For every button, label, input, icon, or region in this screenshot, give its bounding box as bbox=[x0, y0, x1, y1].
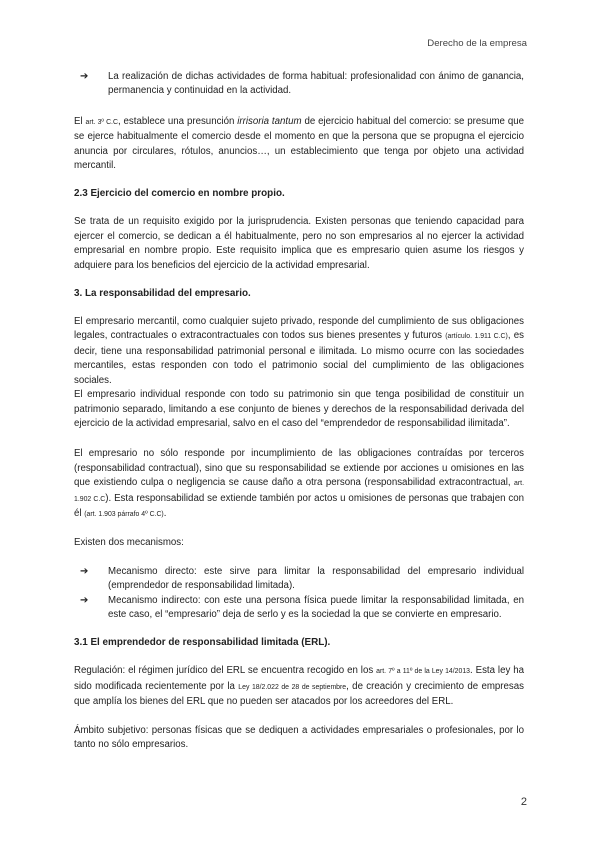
bullet-text: Mecanismo directo: este sirve para limitar la responsabilidad del empresario individual (emprendedor de responsabilidad limitada). bbox=[108, 565, 524, 592]
emphasis: irrisoria tantum bbox=[237, 115, 302, 127]
paragraph: El art. 3º C.C, establece una presunción irrisoria tantum de ejercicio habitual del comercio: se presume que se ejerce habitualmente el comercio desde el momento en que la persona que se propugna el ejercicio anuncia por circulares, rótulos, anuncios…, un establecimiento que tenga por objeto una actividad mercantil. bbox=[74, 115, 524, 172]
bullet-text: Mecanismo indirecto: con este una persona física puede limitar la responsabilidad limitada, en este caso, el “empresario” deja de serlo y es la sociedad la que se convierte en empresario. bbox=[108, 594, 524, 620]
document-body bbox=[74, 70, 524, 752]
paragraph: Ámbito subjetivo: personas físicas que se dediquen a actividades empresariales o profesionales, por lo tanto no sólo empresarios. bbox=[74, 724, 524, 750]
legal-reference: (art. 1.903 párrafo 4º C.C) bbox=[84, 510, 164, 518]
section-heading: 3. La responsabilidad del empresario. bbox=[74, 288, 251, 300]
page-number: 2 bbox=[520, 796, 527, 808]
paragraph: Se trata de un requisito exigido por la jurisprudencia. Existen personas que teniendo capacidad para ejercer el comercio, se dedican a él habitualmente, pero no son empresarios al no ejercer la actividad empresarial en nombre propio. Este requisito implica que es empresario quien asume los riesgos y adquiere para los beneficios del ejercicio de la actividad empresarial. bbox=[74, 216, 524, 271]
legal-reference: art. 1.902 C.C bbox=[74, 480, 524, 503]
paragraph: Existen dos mecanismos: bbox=[74, 537, 184, 549]
legal-reference: art. 7º a 11º de la Ley 14/2013 bbox=[376, 668, 470, 676]
arrow-bullet-icon: ➔ bbox=[80, 71, 89, 82]
legal-reference: Ley 18/2.022 de 28 de septiembre bbox=[238, 683, 347, 691]
section-heading: 3.1 El emprendedor de responsabilidad limitada (ERL). bbox=[74, 637, 331, 649]
bullet-item bbox=[80, 565, 524, 594]
arrow-bullet-icon: ➔ bbox=[80, 594, 89, 606]
arrow-bullet-icon: ➔ bbox=[80, 565, 89, 577]
legal-reference: art. 3º C.C bbox=[85, 118, 118, 126]
section-heading: 2.3 Ejercicio del comercio en nombre propio. bbox=[74, 188, 285, 200]
paragraph: El empresario mercantil, como cualquier sujeto privado, responde del cumplimiento de sus obligaciones legales, contractuales o extracontractuales con todos sus bienes presentes y futuros (artículo. 1.911 C.C), es decir, tiene una responsabilidad patrimonial personal e ilimitada. Lo mismo ocurre con las sociedades mercantiles, estas responden con todo el patrimonio social del cumplimiento de las obligaciones sociales. bbox=[74, 316, 524, 386]
bullet-item bbox=[80, 594, 524, 623]
bullet-text: La realización de dichas actividades de forma habitual: profesionalidad con ánimo de ganancia, permanencia y continuidad en la actividad. bbox=[108, 71, 524, 97]
paragraph: Regulación: el régimen jurídico del ERL se encuentra recogido en los art. 7º a 11º de la Ley 14/2013. Esta ley ha sido modificada recientemente por la Ley 18/2.022 de 28 de septiembre, de creación y crecimiento de empresas que amplía los bienes del ERL que no pueden ser atacados por los acreedores del ERL. bbox=[74, 665, 524, 708]
bullet-item bbox=[80, 70, 524, 99]
running-header: Derecho de la empresa bbox=[427, 38, 527, 49]
legal-reference: (artículo. 1.911 C.C) bbox=[445, 333, 508, 341]
paragraph: El empresario individual responde con todo su patrimonio sin que tenga posibilidad de constituir un patrimonio separado, limitando a ese conjunto de bienes y derechos de la responsabilidad derivada del ejercicio de la actividad empresarial, salvo en el caso del “emprendedor de responsabilidad ilimitada”. bbox=[74, 389, 524, 429]
paragraph: El empresario no sólo responde por incumplimiento de las obligaciones contraídas por terceros (responsabilidad contractual), sino que su responsabilidad se extiende por acciones u omisiones en las que existiendo culpa o negligencia se cause daño a otra persona (responsabilidad extracontractual, art. 1.902 C.C). Esta responsabilidad se extiende también por actos u omisiones de personas que trabajen con él (art. 1.903 párrafo 4º C.C). bbox=[74, 448, 524, 519]
